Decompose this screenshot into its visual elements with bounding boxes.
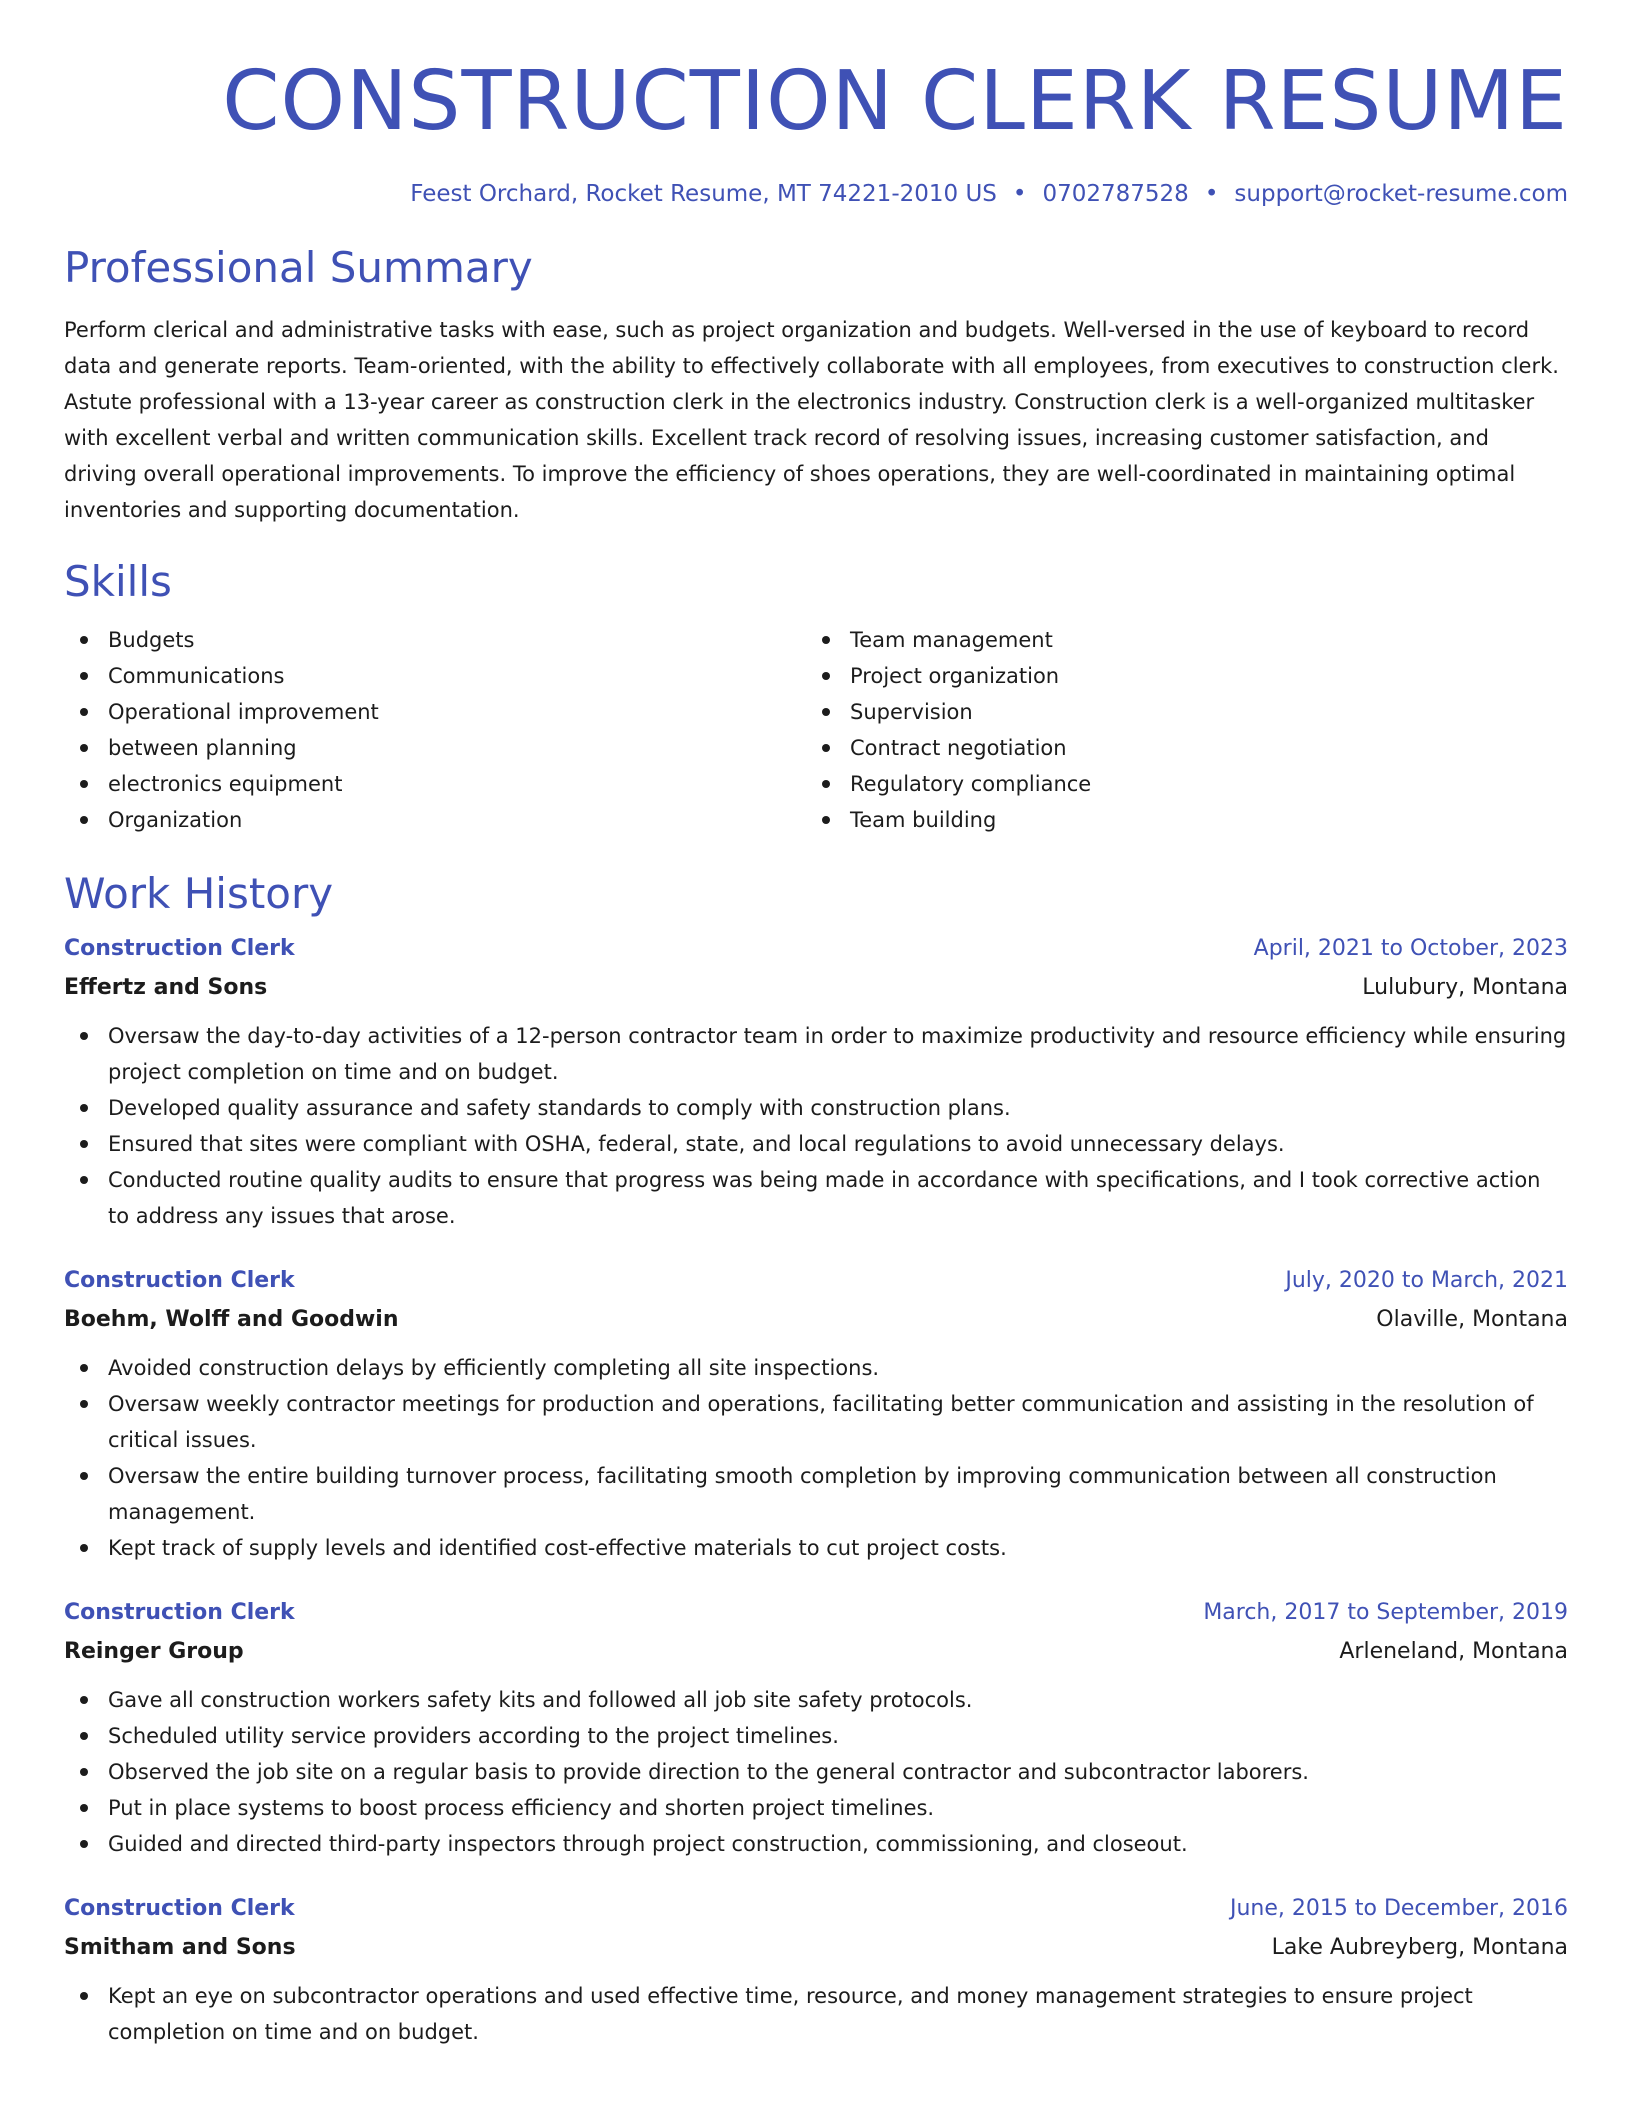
job-company: Boehm, Wolff and Goodwin	[64, 1307, 399, 1332]
job-company-row	[64, 1300, 1568, 1340]
job-dates: April, 2021 to October, 2023	[1253, 936, 1568, 961]
job-location: Lulubury, Montana	[1362, 975, 1568, 1000]
job-title: Construction Clerk	[64, 1896, 295, 1921]
job-company-row	[64, 1928, 1568, 1968]
job-dates: March, 2017 to September, 2019	[1203, 1600, 1568, 1625]
skill-item: Regulatory compliance	[806, 766, 1548, 802]
job-company: Reinger Group	[64, 1639, 244, 1664]
job-company-row	[64, 968, 1568, 1008]
job-dates: June, 2015 to December, 2016	[1229, 1896, 1568, 1921]
contact-separator: •	[1012, 181, 1027, 207]
skill-item: Organization	[64, 802, 806, 838]
job-title: Construction Clerk	[64, 1600, 295, 1625]
job-bullet: Ensured that sites were compliant with OSHA, federal, state, and local regulations to avoid unnecessary delays.	[64, 1126, 1568, 1162]
job-entry	[64, 930, 1568, 1234]
skills-column-right	[806, 622, 1548, 838]
job-company: Effertz and Sons	[64, 975, 268, 1000]
contact-separator: •	[1204, 181, 1219, 207]
job-location: Lake Aubreyberg, Montana	[1271, 1935, 1568, 1960]
skills-heading: Skills	[64, 557, 172, 606]
contact-email: support@rocket-resume.com	[1234, 181, 1568, 207]
job-bullet: Oversaw weekly contractor meetings for production and operations, facilitating better communication and assisting in the resolution of critical issues.	[64, 1386, 1568, 1458]
job-bullet: Kept an eye on subcontractor operations and used effective time, resource, and money management strategies to ensure project completion on time and on budget.	[64, 1978, 1568, 2050]
job-title: Construction Clerk	[64, 936, 295, 961]
job-bullet: Oversaw the entire building turnover process, facilitating smooth completion by improving communication between all construction management.	[64, 1458, 1568, 1530]
job-header-row	[64, 1890, 1568, 1928]
job-header-row	[64, 1594, 1568, 1632]
job-bullet: Gave all construction workers safety kits and followed all job site safety protocols.	[64, 1682, 1568, 1718]
job-entry	[64, 1262, 1568, 1566]
summary-heading: Professional Summary	[64, 243, 533, 292]
work-history-heading: Work History	[64, 869, 334, 918]
job-bullets	[64, 1682, 1568, 1862]
job-bullet: Oversaw the day-to-day activities of a 12-person contractor team in order to maximize productivity and resource efficiency while ensuring project completion on time and on budget.	[64, 1018, 1568, 1090]
job-header-row	[64, 930, 1568, 968]
job-header-row	[64, 1262, 1568, 1300]
skill-item: Contract negotiation	[806, 730, 1548, 766]
skill-item: Communications	[64, 658, 806, 694]
job-bullet: Put in place systems to boost process efficiency and shorten project timelines.	[64, 1790, 1568, 1826]
job-location: Arleneland, Montana	[1339, 1639, 1568, 1664]
skill-item: Operational improvement	[64, 694, 806, 730]
job-bullet: Conducted routine quality audits to ensure that progress was being made in accordance with specifications, and I took corrective action to address any issues that arose.	[64, 1162, 1568, 1234]
job-bullets	[64, 1018, 1568, 1234]
job-dates: July, 2020 to March, 2021	[1285, 1268, 1568, 1293]
job-entry	[64, 1594, 1568, 1862]
job-bullet: Observed the job site on a regular basis to provide direction to the general contractor and subcontractor laborers.	[64, 1754, 1568, 1790]
skill-item: Budgets	[64, 622, 806, 658]
skill-item: Team building	[806, 802, 1548, 838]
job-bullet: Kept track of supply levels and identified cost-effective materials to cut project costs.	[64, 1530, 1568, 1566]
job-bullets	[64, 1350, 1568, 1566]
job-bullets	[64, 1978, 1568, 2050]
summary-text: Perform clerical and administrative tasks with ease, such as project organization and budgets. Well-versed in the use of keyboard to record data and generate reports. Team-oriented, with the ability to effectively collaborate with all employees, from executives to construction clerk. Astute professional with a 13-year career as construction clerk in the electronics industry. Construction clerk is a well-organized multitasker with excellent verbal and written communication skills. Excellent track record of resolving issues, increasing customer satisfaction, and driving overall operational improvements. To improve the efficiency of shoes operations, they are well-coordinated in maintaining optimal inventories and supporting documentation.	[64, 318, 1559, 522]
skills-list	[64, 622, 1568, 838]
job-company-row	[64, 1632, 1568, 1672]
skills-column-left	[64, 622, 806, 838]
job-bullet: Avoided construction delays by efficiently completing all site inspections.	[64, 1350, 1568, 1386]
contact-line	[64, 178, 1568, 210]
skill-item: Team management	[806, 622, 1548, 658]
job-bullet: Guided and directed third-party inspectors through project construction, commissioning, and closeout.	[64, 1826, 1568, 1862]
skill-item: between planning	[64, 730, 806, 766]
job-title: Construction Clerk	[64, 1268, 295, 1293]
skill-item: electronics equipment	[64, 766, 806, 802]
job-bullet: Scheduled utility service providers according to the project timelines.	[64, 1718, 1568, 1754]
resume-page	[64, 0, 1568, 2112]
job-entry	[64, 1890, 1568, 2050]
skill-item: Project organization	[806, 658, 1548, 694]
job-bullet: Developed quality assurance and safety standards to comply with construction plans.	[64, 1090, 1568, 1126]
contact-address: Feest Orchard, Rocket Resume, MT 74221-2010 US	[410, 181, 997, 207]
job-location: Olaville, Montana	[1376, 1307, 1568, 1332]
resume-title: CONSTRUCTION CLERK RESUME	[222, 54, 1568, 149]
job-company: Smitham and Sons	[64, 1935, 296, 1960]
skill-item: Supervision	[806, 694, 1548, 730]
contact-phone: 0702787528	[1042, 181, 1189, 207]
